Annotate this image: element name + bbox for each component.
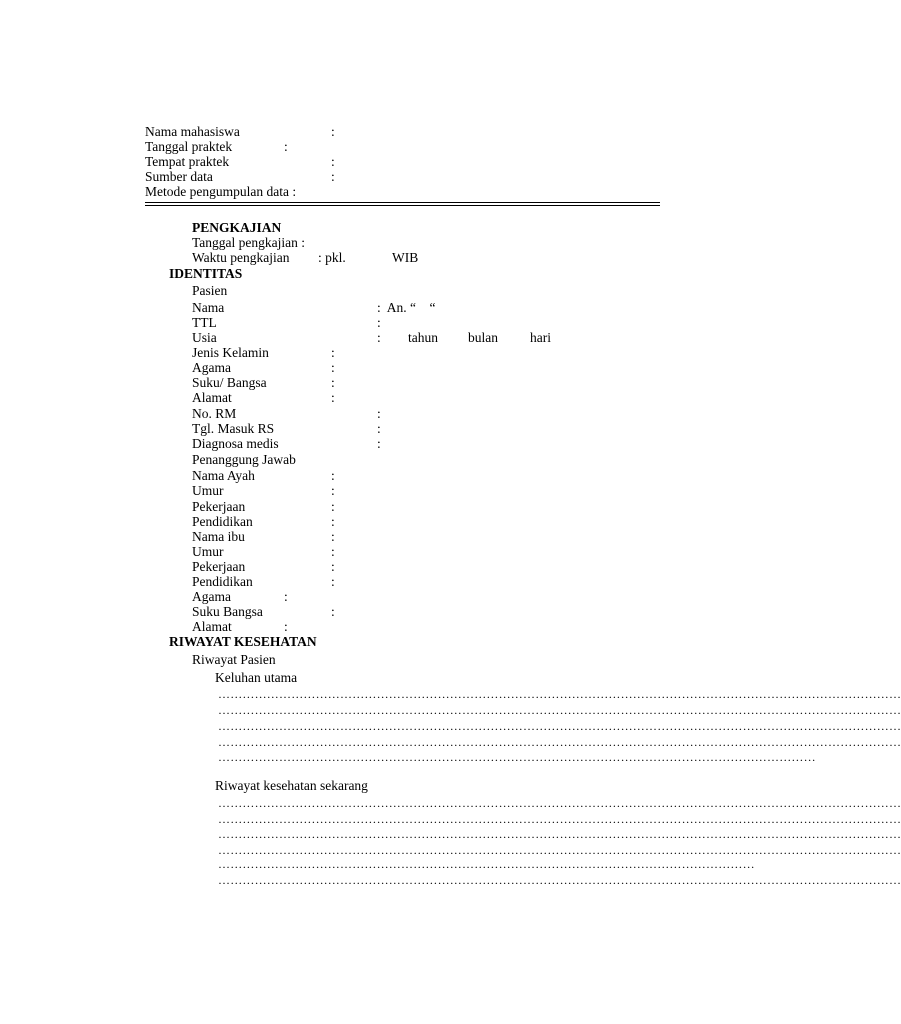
colon: : xyxy=(331,514,335,529)
label-tanggal-praktek: Tanggal praktek xyxy=(145,139,233,154)
colon: : xyxy=(331,468,335,483)
colon: : xyxy=(331,375,335,390)
colon: : xyxy=(284,139,288,154)
label-pendidikan-ibu: Pendidikan xyxy=(192,574,253,589)
colon: : xyxy=(377,421,381,436)
label-riwayat-kesehatan-sekarang: Riwayat kesehatan sekarang xyxy=(215,778,368,793)
label-tanggal-pengkajian: Tanggal pengkajian : xyxy=(192,235,306,250)
label-alamat-penanggung: Alamat xyxy=(192,619,232,634)
colon: : xyxy=(331,390,335,405)
section-pengkajian-title: PENGKAJIAN xyxy=(192,220,282,235)
wib-label: WIB xyxy=(392,250,419,265)
section-riwayat-kesehatan-title: RIWAYAT KESEHATAN xyxy=(169,634,317,649)
label-waktu-pengkajian: Waktu pengkajian xyxy=(192,250,290,265)
subsection-pasien-title: Pasien xyxy=(192,283,228,298)
waktu-value: : pkl. xyxy=(318,250,346,265)
dotted-fill-line: …………………………………………………………………………………………………………………………………………………… xyxy=(218,827,901,841)
colon: : xyxy=(377,406,381,421)
dotted-fill-line: …………………………………………………………………………………………………………………………………………………… xyxy=(218,812,901,826)
label-nama: Nama xyxy=(192,300,225,315)
label-pekerjaan-ayah: Pekerjaan xyxy=(192,499,246,514)
label-pekerjaan-ibu: Pekerjaan xyxy=(192,559,246,574)
dotted-fill-line: ………………………………………………………………………………………………………………………………… xyxy=(218,750,816,764)
label-tempat-praktek: Tempat praktek xyxy=(145,154,230,169)
section-identitas-title: IDENTITAS xyxy=(169,266,243,281)
colon: : xyxy=(331,604,335,619)
colon: : xyxy=(331,124,335,139)
label-bulan: bulan xyxy=(468,330,498,345)
subsection-penanggung-jawab-title: Penanggung Jawab xyxy=(192,452,296,467)
dotted-fill-line: …………………………………………………………………………………………………………………………………………………… xyxy=(218,873,901,887)
label-usia: Usia xyxy=(192,330,217,345)
subsection-riwayat-pasien-title: Riwayat Pasien xyxy=(192,652,276,667)
colon: : xyxy=(377,330,381,345)
label-hari: hari xyxy=(530,330,551,345)
label-nama-mahasiswa: Nama mahasiswa xyxy=(145,124,240,139)
colon: : xyxy=(331,574,335,589)
label-suku-bangsa: Suku/ Bangsa xyxy=(192,375,267,390)
colon: : xyxy=(331,345,335,360)
colon: : xyxy=(331,499,335,514)
dotted-fill-line: …………………………………………………………………………………………………………………………………………………… xyxy=(218,719,901,733)
label-nama-ibu: Nama ibu xyxy=(192,529,245,544)
label-tahun: tahun xyxy=(408,330,438,345)
colon: : xyxy=(284,589,288,604)
dotted-fill-line: …………………………………………………………………………………………………………………………………………………… xyxy=(218,843,901,857)
label-no-rm: No. RM xyxy=(192,406,237,421)
label-jenis-kelamin: Jenis Kelamin xyxy=(192,345,269,360)
colon: : xyxy=(331,529,335,544)
nama-value: : An. “ “ xyxy=(377,300,436,315)
colon: : xyxy=(331,544,335,559)
divider-line xyxy=(145,205,660,206)
label-umur-ayah: Umur xyxy=(192,483,224,498)
label-umur-ibu: Umur xyxy=(192,544,224,559)
dotted-fill-line: …………………………………………………………………………………………………………………… xyxy=(218,857,755,871)
label-alamat: Alamat xyxy=(192,390,232,405)
dotted-fill-line: …………………………………………………………………………………………………………………………………………………… xyxy=(218,703,901,717)
label-tgl-masuk-rs: Tgl. Masuk RS xyxy=(192,421,275,436)
colon: : xyxy=(331,154,335,169)
label-agama: Agama xyxy=(192,360,231,375)
divider-line xyxy=(145,202,660,203)
label-metode-pengumpulan: Metode pengumpulan data : xyxy=(145,184,297,199)
label-keluhan-utama: Keluhan utama xyxy=(215,670,298,685)
colon: : xyxy=(377,315,381,330)
label-agama-penanggung: Agama xyxy=(192,589,231,604)
label-diagnosa-medis: Diagnosa medis xyxy=(192,436,279,451)
label-pendidikan-ayah: Pendidikan xyxy=(192,514,253,529)
label-sumber-data: Sumber data xyxy=(145,169,213,184)
colon: : xyxy=(377,436,381,451)
colon: : xyxy=(284,619,288,634)
dotted-fill-line: …………………………………………………………………………………………………………………………………………………… xyxy=(218,796,901,810)
colon: : xyxy=(331,360,335,375)
label-suku-bangsa-penanggung: Suku Bangsa xyxy=(192,604,263,619)
colon: : xyxy=(331,559,335,574)
dotted-fill-line: …………………………………………………………………………………………………………………………………………………… xyxy=(218,687,901,701)
colon: : xyxy=(331,483,335,498)
label-ttl: TTL xyxy=(192,315,217,330)
colon: : xyxy=(331,169,335,184)
label-nama-ayah: Nama Ayah xyxy=(192,468,255,483)
dotted-fill-line: …………………………………………………………………………………………………………………………………………………… xyxy=(218,735,901,749)
